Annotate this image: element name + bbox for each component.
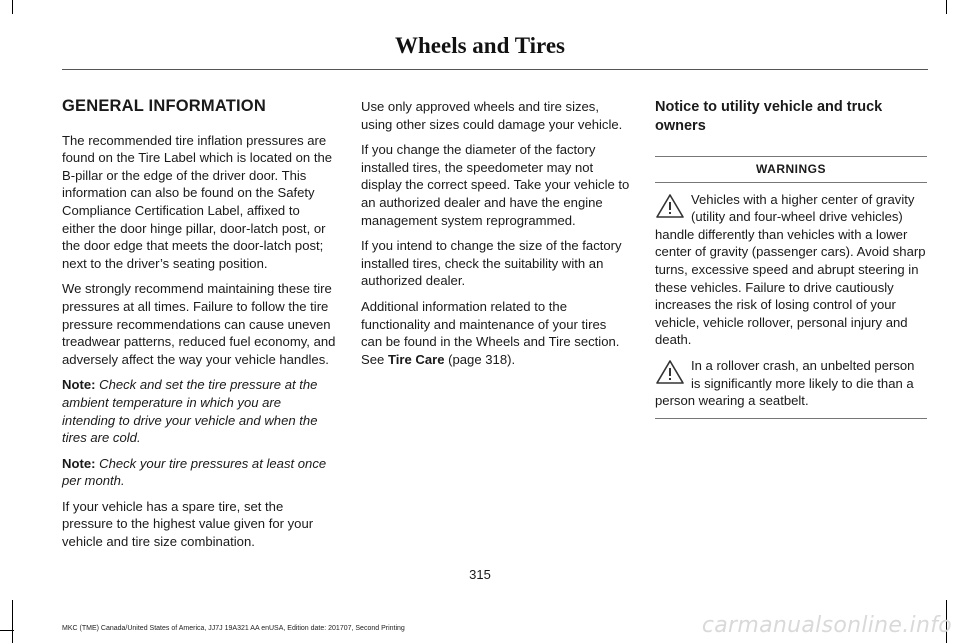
warnings-header: WARNINGS <box>655 156 927 183</box>
note-text: Check your tire pressures at least once per month. <box>62 455 327 489</box>
footer-edition-info: MKC (TME) Canada/United States of America, JJ7J 19A321 AA enUSA, Edition date: 201707, Second Printing <box>62 625 405 632</box>
note-text: Check and set the tire pressure at the ambient temperature in which you are intending to drive your vehicle and when the tires are cold. <box>62 377 318 446</box>
subsection-heading: Notice to utility vehicle and truck owners <box>655 99 883 134</box>
note-monthly-check <box>62 455 336 490</box>
additional-info-text: Additional information related to the functionality and maintenance of your tires can be found in the Wheels and Tire section. See <box>361 298 620 367</box>
note-label: Note: <box>62 377 96 393</box>
warning-seatbelt <box>655 357 927 410</box>
column-wheel-sizes <box>361 98 631 376</box>
tire-care-link[interactable]: Tire Care <box>387 351 445 367</box>
paragraph-tire-label: The recommended tire inflation pressures are found on the Tire Label which is located on the B-pillar or the edge of the driver door. This information can also be found on the Safety Compliance Certification Label, affixed to either the door hinge pillar, door-latch post, or the door edge that meets the door-latch post; next to the driver’s seating position. <box>62 132 333 271</box>
note-label: Note: <box>62 455 96 471</box>
page-reference: (page 318). <box>448 351 516 367</box>
paragraph-spare-tire: If your vehicle has a spare tire, set the pressure to the highest value given for your vehicle and tire size combination. <box>62 498 314 550</box>
crop-mark-top-left <box>12 0 13 14</box>
warning-center-of-gravity <box>655 191 927 349</box>
warning-text: Vehicles with a higher center of gravity (utility and four-wheel drive vehicles) handle differently than vehicles with a lower center of gravity (passenger cars). Avoid sharp turns, excessive speed and abrupt steering in these vehicles. Failure to drive cautiously increases the risk of losing control of your vehicle, vehicle rollover, personal injury and death. <box>655 191 926 348</box>
column-notice-utility-vehicles <box>655 98 927 419</box>
paragraph-approved-sizes: Use only approved wheels and tire sizes, using other sizes could damage your vehicle. <box>361 99 623 132</box>
warning-triangle-icon <box>655 359 685 385</box>
paragraph-additional-info <box>361 298 631 368</box>
paragraph-maintain-pressure: We strongly recommend maintaining these tire pressures at all times. Failure to follow the tire pressure recommendations can cause uneven treadwear patterns, reduced fuel economy, and adversely affect the way your vehicle handles. <box>62 281 336 367</box>
crop-mark-top-right <box>946 0 947 14</box>
crop-mark-bottom-left <box>0 630 14 631</box>
warning-text: In a rollover crash, an unbelted person is significantly more likely to die than a person wearing a seatbelt. <box>655 357 915 409</box>
note-check-pressure <box>62 376 336 446</box>
paragraph-diameter-change: If you change the diameter of the factory installed tires, the speedometer may not display the correct speed. Take your vehicle to an authorized dealer and have the engine management system reprogrammed. <box>361 142 630 228</box>
warning-triangle-icon <box>655 193 685 219</box>
column-general-information <box>62 98 336 559</box>
page-number: 315 <box>469 567 491 582</box>
section-heading: GENERAL INFORMATION <box>62 97 266 115</box>
warnings-end-divider <box>655 418 927 419</box>
watermark: carmanualsonline.info <box>701 613 952 638</box>
paragraph-size-change: If you intend to change the size of the factory installed tires, check the suitability with an authorized dealer. <box>361 238 622 289</box>
header-divider <box>62 69 928 70</box>
crop-mark-left-side <box>12 600 13 643</box>
page-header-title: Wheels and Tires <box>395 33 565 58</box>
